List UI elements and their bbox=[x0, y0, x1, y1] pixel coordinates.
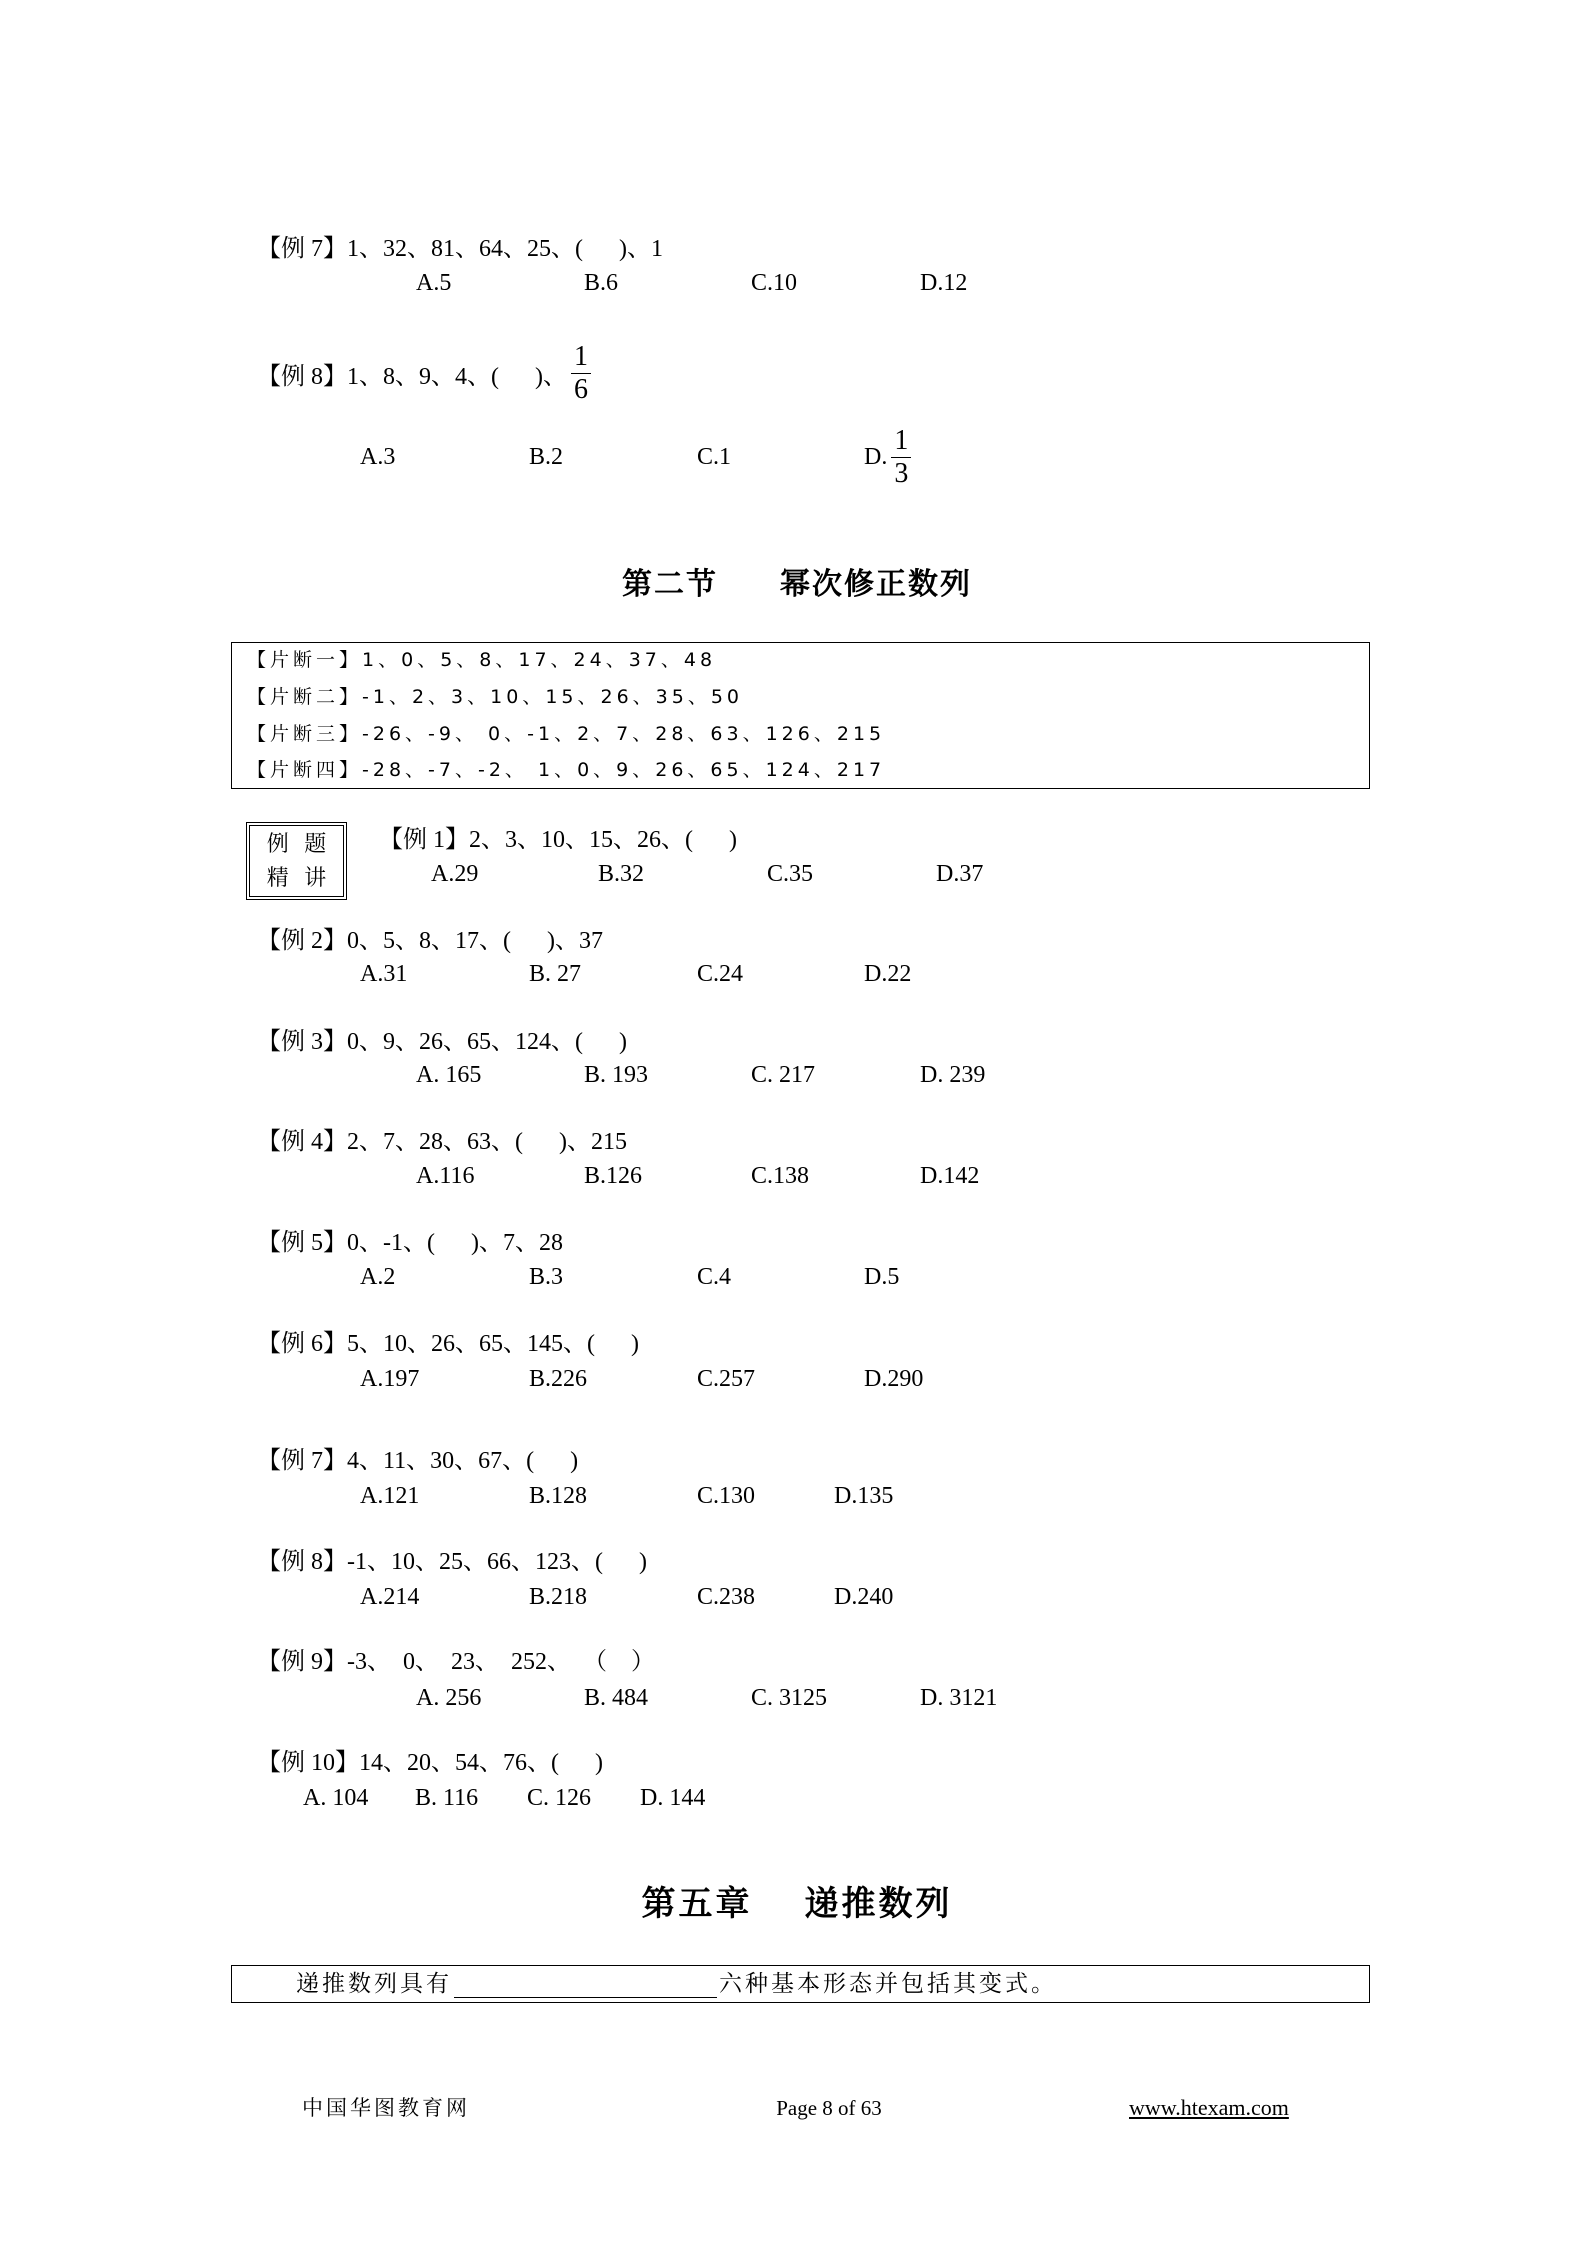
question-sequence: -1、10、25、66、123、( ) bbox=[347, 1549, 647, 1575]
option-c: C.138 bbox=[751, 1163, 810, 1189]
fragment-line bbox=[247, 684, 743, 710]
option-b: B. 484 bbox=[584, 1685, 649, 1711]
question-label: 【例 8】 bbox=[257, 1549, 347, 1575]
fragment-line bbox=[247, 721, 885, 747]
question-line bbox=[257, 1028, 627, 1056]
option-c: C.257 bbox=[697, 1366, 756, 1392]
fragment-values: -28、-7、-2、 1、0、9、26、65、124、217 bbox=[362, 759, 886, 781]
option-c: C.238 bbox=[697, 1584, 756, 1610]
fragment-values: 1、0、5、8、17、24、37、48 bbox=[362, 649, 717, 671]
fragment-line bbox=[247, 757, 885, 783]
option-d: D.37 bbox=[936, 861, 984, 887]
fragment-label: 【片断三】 bbox=[247, 723, 363, 745]
question-sequence: 1、8、9、4、( )、 bbox=[347, 363, 567, 390]
question-label: 【例 6】 bbox=[257, 1331, 347, 1357]
question-line bbox=[257, 235, 663, 263]
option-a: A.29 bbox=[431, 861, 479, 887]
option-d: D.22 bbox=[864, 961, 912, 987]
option-c: C.24 bbox=[697, 961, 744, 987]
option-b: B.128 bbox=[529, 1483, 588, 1509]
option-d bbox=[864, 426, 911, 488]
option-a: A.116 bbox=[416, 1163, 475, 1189]
fill-in-blank bbox=[454, 1971, 717, 1998]
question-sequence: 0、-1、( )、7、28 bbox=[347, 1230, 563, 1256]
question-label: 【例 7】 bbox=[257, 1448, 347, 1474]
question-line bbox=[257, 342, 591, 404]
option-b: B.126 bbox=[584, 1163, 643, 1189]
option-a: A.2 bbox=[360, 1264, 396, 1290]
option-c: C. 126 bbox=[527, 1785, 592, 1811]
option-b: B. 27 bbox=[529, 961, 582, 987]
question-sequence: 0、9、26、65、124、( ) bbox=[347, 1029, 627, 1055]
chapter-title bbox=[0, 1885, 1594, 1925]
option-b: B.2 bbox=[529, 443, 564, 470]
question-sequence: 2、3、10、15、26、( ) bbox=[469, 827, 737, 853]
option-a: A.5 bbox=[416, 270, 452, 296]
question-sequence: 2、7、28、63、( )、215 bbox=[347, 1129, 627, 1155]
badge-line: 精 讲 bbox=[266, 865, 327, 890]
option-d: D. 144 bbox=[640, 1785, 706, 1811]
option-b: B.3 bbox=[529, 1264, 564, 1290]
question-label: 【例 8】 bbox=[257, 363, 347, 390]
option-a: A.197 bbox=[360, 1366, 420, 1392]
option-a: A. 256 bbox=[416, 1685, 482, 1711]
chapter-statement bbox=[296, 1965, 1057, 2003]
option-d: D. 239 bbox=[920, 1062, 986, 1088]
option-c: C.4 bbox=[697, 1264, 732, 1290]
question-line bbox=[257, 1330, 639, 1358]
fragment-line bbox=[247, 647, 716, 673]
option-b: B. 116 bbox=[415, 1785, 479, 1811]
section-title bbox=[0, 567, 1594, 603]
question-line bbox=[257, 1229, 563, 1257]
option-a: A.31 bbox=[360, 961, 408, 987]
statement-suffix: 六种基本形态并包括其变式。 bbox=[719, 1971, 1057, 1996]
fraction-denominator: 6 bbox=[573, 373, 588, 405]
question-label: 【例 4】 bbox=[257, 1129, 347, 1155]
footer-page-number: Page 8 of 63 bbox=[776, 2096, 882, 2120]
option-b: B.32 bbox=[598, 861, 645, 887]
fraction-denominator: 3 bbox=[894, 457, 909, 489]
question-sequence: 5、10、26、65、145、( ) bbox=[347, 1331, 639, 1357]
section-number: 第二节 bbox=[622, 568, 718, 601]
option-a: A.3 bbox=[360, 443, 396, 470]
option-c: C.130 bbox=[697, 1483, 756, 1509]
footer-site-name: 中国华图教育网 bbox=[302, 2096, 470, 2120]
fragment-label: 【片断四】 bbox=[247, 759, 363, 781]
fragment-label: 【片断一】 bbox=[247, 649, 363, 671]
option-a: A.121 bbox=[360, 1483, 420, 1509]
fraction bbox=[891, 424, 911, 489]
question-sequence: 4、11、30、67、( ) bbox=[347, 1448, 579, 1474]
option-b: B.6 bbox=[584, 270, 619, 296]
option-a: A.214 bbox=[360, 1584, 420, 1610]
fraction-numerator: 1 bbox=[891, 427, 911, 458]
fragment-label: 【片断二】 bbox=[247, 686, 363, 708]
fragment-values: -26、-9、 0、-1、2、7、28、63、126、215 bbox=[362, 723, 886, 745]
question-line bbox=[379, 826, 737, 854]
option-d: D. 3121 bbox=[920, 1685, 998, 1711]
question-label: 【例 10】 bbox=[257, 1750, 359, 1776]
question-sequence: 0、5、8、17、( )、37 bbox=[347, 928, 603, 954]
question-line bbox=[257, 927, 603, 955]
option-b: B.226 bbox=[529, 1366, 588, 1392]
question-line bbox=[257, 1128, 627, 1156]
question-sequence: 14、20、54、76、( ) bbox=[359, 1750, 603, 1776]
option-d: D.12 bbox=[920, 270, 968, 296]
question-line bbox=[257, 1548, 647, 1576]
question-sequence: -3、 0、 23、 252、 （ ） bbox=[347, 1649, 655, 1675]
fraction bbox=[571, 340, 591, 405]
chapter-name: 递推数列 bbox=[804, 1886, 953, 1923]
badge-line: 例 题 bbox=[266, 831, 327, 856]
option-c: C.35 bbox=[767, 861, 814, 887]
question-line bbox=[257, 1648, 655, 1676]
example-badge bbox=[246, 822, 347, 900]
option-d: D.142 bbox=[920, 1163, 980, 1189]
question-line bbox=[257, 1447, 578, 1475]
option-d: D.290 bbox=[864, 1366, 924, 1392]
option-c: C.1 bbox=[697, 443, 732, 470]
option-a: A. 165 bbox=[416, 1062, 482, 1088]
option-d-prefix: D. bbox=[864, 443, 888, 470]
fragment-values: -1、2、3、10、15、26、35、50 bbox=[362, 686, 744, 708]
option-c: C. 217 bbox=[751, 1062, 816, 1088]
option-a: A. 104 bbox=[303, 1785, 369, 1811]
statement-prefix: 递推数列具有 bbox=[296, 1971, 452, 1996]
question-label: 【例 9】 bbox=[257, 1649, 347, 1675]
question-label: 【例 1】 bbox=[379, 827, 469, 853]
option-c: C. 3125 bbox=[751, 1685, 828, 1711]
option-b: B. 193 bbox=[584, 1062, 649, 1088]
fraction-numerator: 1 bbox=[571, 343, 591, 374]
option-c: C.10 bbox=[751, 270, 798, 296]
chapter-number: 第五章 bbox=[641, 1886, 753, 1923]
option-b: B.218 bbox=[529, 1584, 588, 1610]
option-d: D.5 bbox=[864, 1264, 900, 1290]
question-line bbox=[257, 1749, 603, 1777]
question-sequence: 1、32、81、64、25、( )、1 bbox=[347, 236, 663, 262]
option-d: D.240 bbox=[834, 1584, 894, 1610]
question-label: 【例 3】 bbox=[257, 1029, 347, 1055]
section-name: 幂次修正数列 bbox=[780, 568, 972, 601]
question-label: 【例 2】 bbox=[257, 928, 347, 954]
question-label: 【例 7】 bbox=[257, 236, 347, 262]
footer-url-link[interactable]: www.htexam.com bbox=[1129, 2095, 1289, 2120]
question-label: 【例 5】 bbox=[257, 1230, 347, 1256]
option-d: D.135 bbox=[834, 1483, 894, 1509]
